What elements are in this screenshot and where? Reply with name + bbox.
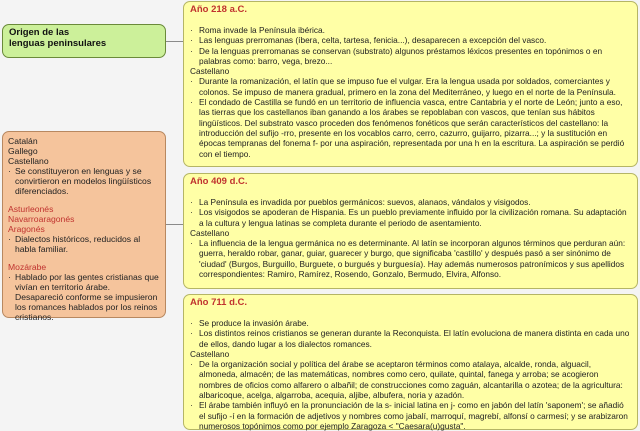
bullet-text: Los distintos reinos cristianos se generan durante la Reconquista. El latín evoluciona de manera distinta en cada uno de ellos, dando lugar a los dialectos romances. xyxy=(199,328,630,349)
label-catalan: Catalán xyxy=(8,136,38,146)
bullet-item: · El árabe también influyó en la pronunciación de la s- inicial latina en j- como en jabón del latín 'saponem'; se añadió el sufijo -í en la formación de adjetivos y nombres como jabalí, marroquí, magrebí, alfonsí o carmesí; y se arabizaron numerosos topónimos como por ejemplo Zaragoza < "Caesara(u)gusta". xyxy=(190,400,631,431)
section-heading: Castellano xyxy=(190,227,230,238)
bullet-text: Se constituyeron en lenguas y se convirtieron en modelos lingüísticos diferenciados. xyxy=(15,166,152,196)
label-mozarabe: Mozárabe xyxy=(8,262,47,272)
bullet-text: El árabe también influyó en la pronunciación de la s- inicial latina en j- como en jabón del latín 'saponem'; se añadió el sufijo -í en la formación de adjetivos y nombres como jabalí, marroquí, magrebí, alfonsí o carmesí; y se arabizaron numerosos topónimos como por ejemplo Zaragoza < "Caesara(u)gusta". xyxy=(199,400,628,431)
bullet-item: · Las lenguas prerromanas (íbera, celta, tartesa, fenicia...), desaparecen a excepción del vasco. xyxy=(190,35,631,45)
root-title-line-2: lenguas peninsulares xyxy=(9,38,107,49)
root-title-line-1: Origen de las xyxy=(9,27,70,38)
bullet-text: Roma invade la Península ibérica. xyxy=(199,25,325,35)
label-navarroaragones: Navarroaragonés xyxy=(8,214,75,224)
bullet-item: · La Península es invadida por pueblos germánicos: suevos, alanaos, vándalos y visigodos. xyxy=(190,197,631,207)
bullet-text: Las lenguas prerromanas (íbera, celta, tartesa, fenicia...), desaparecen a excepción del vasco. xyxy=(199,35,547,46)
connector-line xyxy=(166,224,183,225)
bullet-text: Los visigodos se apoderan de Hispania. Es un pueblo previamente influido por la civilización romana. Su adaptación a la cultura y lengua latinas se completa durante el periodo de asentamiento. xyxy=(199,207,627,228)
label-aragones: Aragonés xyxy=(8,224,45,234)
bullet-item: · Se constituyeron en lenguas y se convirtieron en modelos lingüísticos diferenciados. xyxy=(8,166,160,196)
bullet-text: Hablado por las gentes cristianas que vivían en territorio árabe. Desapareció conforme se impusieron los romances hablados por los reinos cristianos. xyxy=(15,272,159,322)
bullet-text: De la organización social y política del árabe se aceptaron términos como atalaya, alcalde, ronda, alguacil, almoneda, almacén; de las matemáticas, nombres como cero, quilate, quintal, fanega y arroba; se acogieron nombres de oficios como alfarero o albañil; de construcciones como zaguán, alcantarilla o azotea; de la agricultura: albaricoque, acelga, algarroba, acequia, aljibe, albufera, noria y azadón. xyxy=(199,359,623,401)
dialects-node xyxy=(2,131,166,322)
bullet-item: · Durante la romanización, el latín que se impuso fue el vulgar. Era la lengua usada por soldados, comerciantes y colonos. Se impuso de manera gradual, primero en la zona del Mediterráneo, y luego en el norte de la Península. xyxy=(190,76,631,97)
label-castellano: Castellano xyxy=(8,156,49,166)
bullet-item: · La influencia de la lengua germánica no es determinante. Al latín se incorporan algunos términos que perduran aún: guerra, heraldo robar, ganar, guiar, guarecer y burgo, que significaba 'castillo' y después pasó a ser sinónimo de 'ciudad' (Burgos, Burguillo, Burguete, o burgués y burguesía). Hay además numerosos patronímicos y sus apellidos correspondientes: Ramiro, Ramírez, Rosendo, Gonzalo, Bermudo, Elvira, Alfonso. xyxy=(190,238,631,279)
period-node-409ad xyxy=(183,173,638,289)
year-heading: Año 711 d.C. xyxy=(190,297,248,308)
period-node-218bc xyxy=(183,1,638,167)
bullet-item: · Se produce la invasión árabe. xyxy=(190,318,631,328)
bullet-text: El condado de Castilla se fundó en un territorio de influencia vasca, entre Cantabria y el norte de León; junto a eso, las tierras que los castellanos iban ganando a los árabes se repoblaban con vascos, que tenían sus hábitos lingüísticos. Del substrato vasco proceden dos fenómenos fonéticos que serán característicos del castellano: la introducción del sufijo -rro, presente en los vocablos carro, cerro, cazurro, guijarro, pizarra...; y la sustitución en épocas tempranas del fonema f- por una aspiración, representada por una h en la escritura. La aspiración se perdió con el tiempo. xyxy=(199,97,625,159)
bullet-item: · Roma invade la Península ibérica. xyxy=(190,25,631,35)
year-heading: Año 218 a.C. xyxy=(190,4,248,15)
bullet-text: De la lenguas prerromanas se conservan (substrato) algunos préstamos léxicos presentes en topónimos o en palabras como: barro, vega, brezo... xyxy=(199,45,603,66)
bullet-item: · Dialectos históricos, reducidos al habla familiar. xyxy=(8,234,160,254)
label-asturleones: Asturleonés xyxy=(8,204,54,214)
bullet-item: · Hablado por las gentes cristianas que vivían en territorio árabe. Desapareció conforme se impusieron los romances hablados por los reinos cristianos. xyxy=(8,272,159,322)
bullet-text: La Península es invadida por pueblos germánicos: suevos, alanaos, vándalos y visigodos. xyxy=(199,197,531,207)
root-node xyxy=(2,24,166,58)
bullet-text: Dialectos históricos, reducidos al habla familiar. xyxy=(15,234,141,254)
section-heading: Castellano xyxy=(190,66,230,77)
bullet-text: Durante la romanización, el latín que se impuso fue el vulgar. Era la lengua usada por soldados, comerciantes y colonos. Se impuso de manera gradual, primero en la zona del Mediterráneo, y luego en el norte de la Península. xyxy=(199,76,616,97)
bullet-text: La influencia de la lengua germánica no es determinante. Al latín se incorporan algunos términos que perduran aún: guerra, heraldo robar, ganar, guiar, guarecer y burgo, que significaba 'castillo' y después pasó a ser sinónimo de 'ciudad' (Burgos, Burguillo, Burguete, o burgués y burguesía). Hay además numerosos patronímicos y sus apellidos correspondientes: Ramiro, Ramírez, Rosendo, Gonzalo, Bermudo, Elvira, Alfonso. xyxy=(199,238,626,280)
bullet-item: · Los distintos reinos cristianos se generan durante la Reconquista. El latín evoluciona de manera distinta en cada uno de ellos, dando lugar a los dialectos romances. xyxy=(190,328,630,349)
bullet-text: Se produce la invasión árabe. xyxy=(199,318,309,328)
bullet-item: · De la organización social y política del árabe se aceptaron términos como atalaya, alcalde, ronda, alguacil, almoneda, almacén; de las matemáticas, nombres como cero, quilate, quintal, fanega y arroba; se acogieron nombres de oficios como alfarero o albañil; de construcciones como zaguán, alcantarilla o azotea; de la agricultura: albaricoque, acelga, algarroba, acequia, aljibe, albufera, noria y azadón. xyxy=(190,359,631,400)
section-heading: Castellano xyxy=(190,348,230,359)
year-heading: Año 409 d.C. xyxy=(190,176,248,187)
period-node-711ad xyxy=(183,294,638,430)
bullet-item: · Los visigodos se apoderan de Hispania. Es un pueblo previamente influido por la civilización romana. Su adaptación a la cultura y lengua latinas se completa durante el periodo de asentamiento. xyxy=(190,207,631,228)
bullet-item: · De la lenguas prerromanas se conservan (substrato) algunos préstamos léxicos presentes en topónimos o en palabras como: barro, vega, brezo... xyxy=(190,46,631,67)
label-gallego: Gallego xyxy=(8,146,38,156)
bullet-item: · El condado de Castilla se fundó en un territorio de influencia vasca, entre Cantabria y el norte de León; junto a eso, las tierras que los castellanos iban ganando a los árabes se repoblaban con vascos, que tenían sus hábitos lingüísticos. Del substrato vasco proceden dos fenómenos fonéticos que serán característicos del castellano: la introducción del sufijo -rro, presente en los vocablos carro, cerro, cazurro, guijarro, pizarra...; y la sustitución en épocas tempranas del fonema f- por una aspiración, representada por una h en la escritura. La aspiración se perdió con el tiempo. xyxy=(190,97,631,159)
connector-line xyxy=(166,41,183,42)
